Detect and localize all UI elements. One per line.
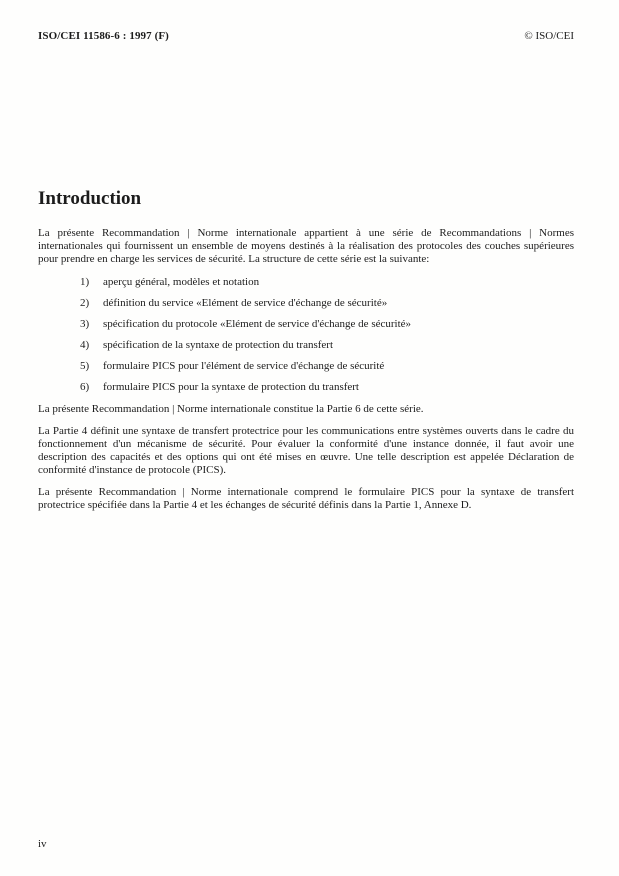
copyright-notice: © ISO/CEI — [524, 30, 574, 42]
section-title: Introduction — [38, 188, 142, 209]
list-item-number: 6) — [80, 381, 90, 393]
list-item-number: 3) — [80, 318, 90, 330]
page-header — [38, 30, 574, 43]
list-item — [38, 318, 574, 331]
list-item-text: spécification de la syntaxe de protection du transfert — [103, 339, 333, 351]
series-parts-list — [38, 276, 574, 394]
list-item — [38, 297, 574, 310]
list-item — [38, 381, 574, 394]
list-item-text: définition du service «Elément de service d'échange de sécurité» — [103, 297, 388, 309]
list-item-number: 4) — [80, 339, 90, 351]
list-item-number: 2) — [80, 297, 90, 309]
paragraph-part6: La présente Recommandation | Norme internationale constitue la Partie 6 de cette série. — [38, 403, 424, 415]
paragraph-series-intro: La présente Recommandation | Norme internationale appartient à une série de Recommandations | Normes internationales qui fournissent un ensemble de moyens destinés à la réalisation des protocoles des couches supérieures pour prendre en charge les services de sécurité. La structure de cette série est la suivante: — [38, 227, 574, 265]
list-item-text: spécification du protocole «Elément de service d'échange de sécurité» — [103, 318, 412, 330]
list-item-number: 5) — [80, 360, 90, 372]
list-item — [38, 339, 574, 352]
list-item — [38, 360, 574, 373]
document-reference: ISO/CEI 11586-6 : 1997 (F) — [38, 30, 169, 42]
list-item-text: formulaire PICS pour l'élément de service d'échange de sécurité — [103, 360, 385, 372]
list-item-number: 1) — [80, 276, 90, 288]
list-item-text: formulaire PICS pour la syntaxe de protection du transfert — [103, 381, 359, 393]
paragraph-scope: La présente Recommandation | Norme internationale comprend le formulaire PICS pour la syntaxe de transfert protectrice spécifiée dans la Partie 4 et les échanges de sécurité définis dans la Partie 1, Annexe D. — [38, 486, 574, 511]
page-number: iv — [38, 838, 47, 850]
list-item — [38, 276, 574, 289]
paragraph-part4-pics: La Partie 4 définit une syntaxe de transfert protectrice pour les communications entre systèmes ouverts dans le cadre du fonctionnement d'un mécanisme de sécurité. Pour évaluer la conformité d'une instance donnée, il faut avoir une description des capacités et des options qui ont été mises en œuvre. Une telle description est appelée Déclaration de conformité d'instance de protocole (PICS). — [38, 425, 574, 476]
list-item-text: aperçu général, modèles et notation — [103, 276, 260, 288]
